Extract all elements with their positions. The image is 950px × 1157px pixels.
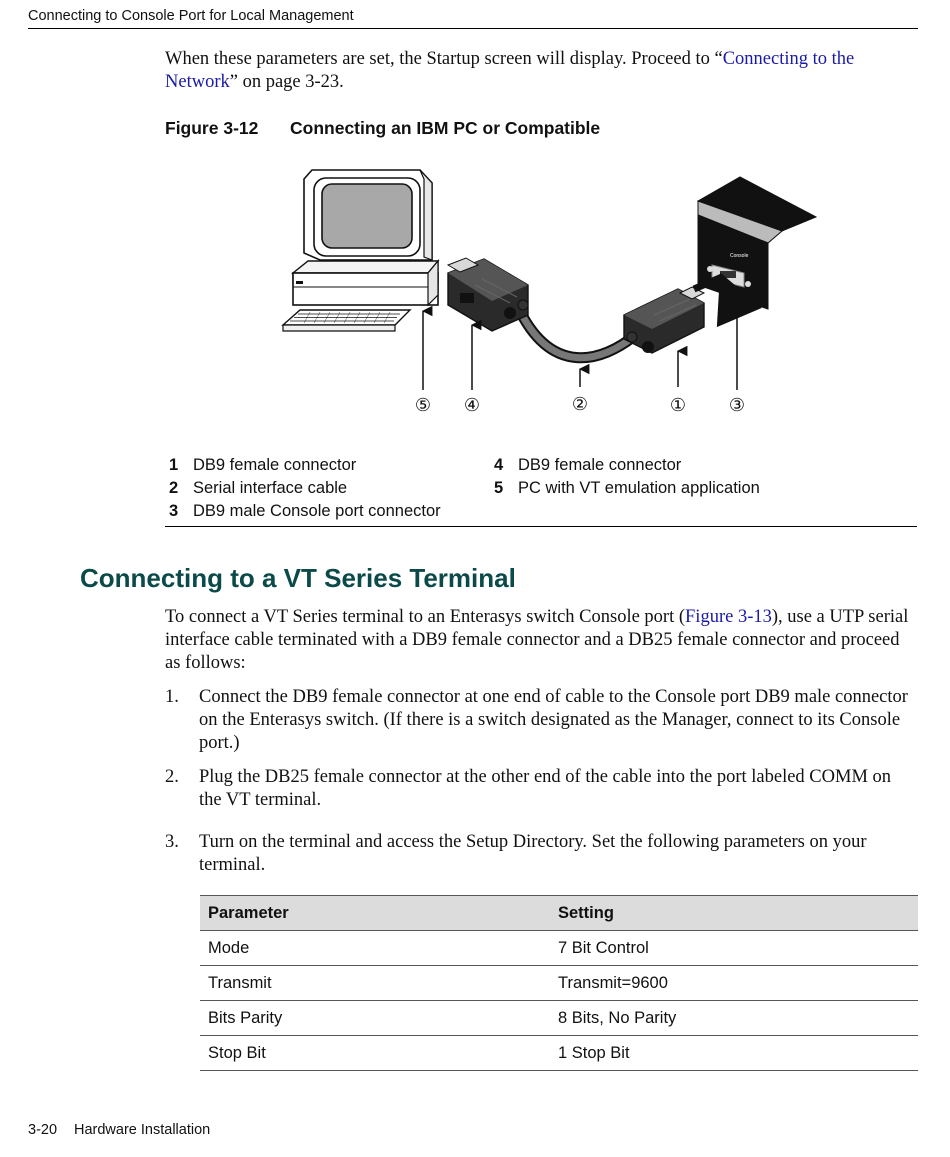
- callout-5: ⑤: [414, 395, 432, 416]
- table-cell: Transmit: [200, 966, 550, 1001]
- step-number: 2.: [165, 767, 179, 787]
- column-header-parameter: Parameter: [200, 896, 550, 931]
- step-number: 1.: [165, 687, 179, 707]
- table-cell: Bits Parity: [200, 1001, 550, 1036]
- callout-2: ②: [571, 394, 589, 415]
- column-header-setting: Setting: [550, 896, 918, 931]
- console-port-label: Console: [730, 253, 749, 259]
- legend-item: [165, 479, 347, 498]
- legend-num: 1: [169, 456, 179, 474]
- legend-item: [490, 456, 681, 475]
- page-number: 3-20: [28, 1122, 58, 1138]
- table-cell: Mode: [200, 931, 550, 966]
- callout-3: ③: [728, 395, 746, 416]
- legend-item: [490, 479, 760, 498]
- section-intro-after: ), use a UTP serial interface cable terminated with a DB9 female connector and a DB25 female connector and proceed as follows:: [165, 607, 909, 673]
- step-text: Plug the DB25 female connector at the other end of the cable into the port labeled COMM on the VT terminal.: [199, 767, 892, 810]
- terminal-parameters-table: [200, 895, 918, 1071]
- legend-num: 2: [169, 479, 179, 497]
- section-intro-paragraph: [165, 606, 917, 675]
- link-connecting-to-network[interactable]: Connecting to the Network: [165, 49, 855, 92]
- switch-console-port-icon: [694, 177, 816, 309]
- figure-number: Figure 3-12: [165, 118, 259, 138]
- legend-text: PC with VT emulation application: [518, 479, 760, 497]
- callout-numbers: [415, 394, 745, 416]
- intro-paragraph: [165, 48, 917, 94]
- running-header: Connecting to Console Port for Local Management: [28, 8, 354, 24]
- table-cell: 7 Bit Control: [550, 931, 918, 966]
- legend-item: [165, 456, 356, 475]
- db9-female-connector-left-icon: [448, 258, 528, 331]
- legend-num: 3: [169, 502, 179, 520]
- legend-text: DB9 female connector: [193, 456, 357, 474]
- intro-text-after: ” on page 3-23.: [229, 72, 344, 92]
- db9-female-connector-right-icon: [624, 287, 704, 353]
- table-row: [200, 1001, 918, 1036]
- legend-text: Serial interface cable: [193, 479, 348, 497]
- step-text: Turn on the terminal and access the Setup Directory. Set the following parameters on your terminal.: [199, 832, 867, 875]
- intro-text-before: When these parameters are set, the Startup screen will display. Proceed to “: [165, 49, 723, 69]
- table-header-row: [200, 896, 918, 931]
- list-item-step-2: [165, 766, 917, 812]
- table-row: [200, 1036, 918, 1071]
- header-rule: [28, 28, 918, 29]
- table-row: [200, 966, 918, 1001]
- figure-illustration: [260, 165, 830, 425]
- table-row: [200, 931, 918, 966]
- step-text: Connect the DB9 female connector at one end of cable to the Console port DB9 male connector on the Enterasys switch. (If there is a switch designated as the Manager, connect to its Console port.): [199, 687, 908, 753]
- legend-item: [165, 502, 441, 521]
- table-cell: Transmit=9600: [550, 966, 918, 1001]
- step-number: 3.: [165, 832, 179, 852]
- callout-1: ①: [669, 395, 687, 416]
- table-cell: 1 Stop Bit: [550, 1036, 918, 1071]
- link-figure-3-13[interactable]: Figure 3-13: [685, 607, 772, 627]
- section-intro-before: To connect a VT Series terminal to an Enterasys switch Console port (: [165, 607, 686, 627]
- table-cell: 8 Bits, No Parity: [550, 1001, 918, 1036]
- figure-caption: [165, 118, 600, 139]
- list-item-step-3: [165, 831, 917, 877]
- list-item-step-1: [165, 686, 917, 755]
- legend-text: DB9 male Console port connector: [193, 502, 441, 520]
- legend-num: 5: [494, 479, 504, 497]
- legend-text: DB9 female connector: [518, 456, 682, 474]
- table-cell: Stop Bit: [200, 1036, 550, 1071]
- legend-num: 4: [494, 456, 504, 474]
- legend-rule: [165, 526, 917, 527]
- footer-title: Hardware Installation: [74, 1122, 211, 1138]
- callout-4: ④: [463, 395, 481, 416]
- section-heading: Connecting to a VT Series Terminal: [80, 563, 516, 593]
- page-footer: [28, 1122, 210, 1138]
- figure-title: Connecting an IBM PC or Compatible: [290, 118, 601, 138]
- pc-computer-icon: [283, 170, 438, 331]
